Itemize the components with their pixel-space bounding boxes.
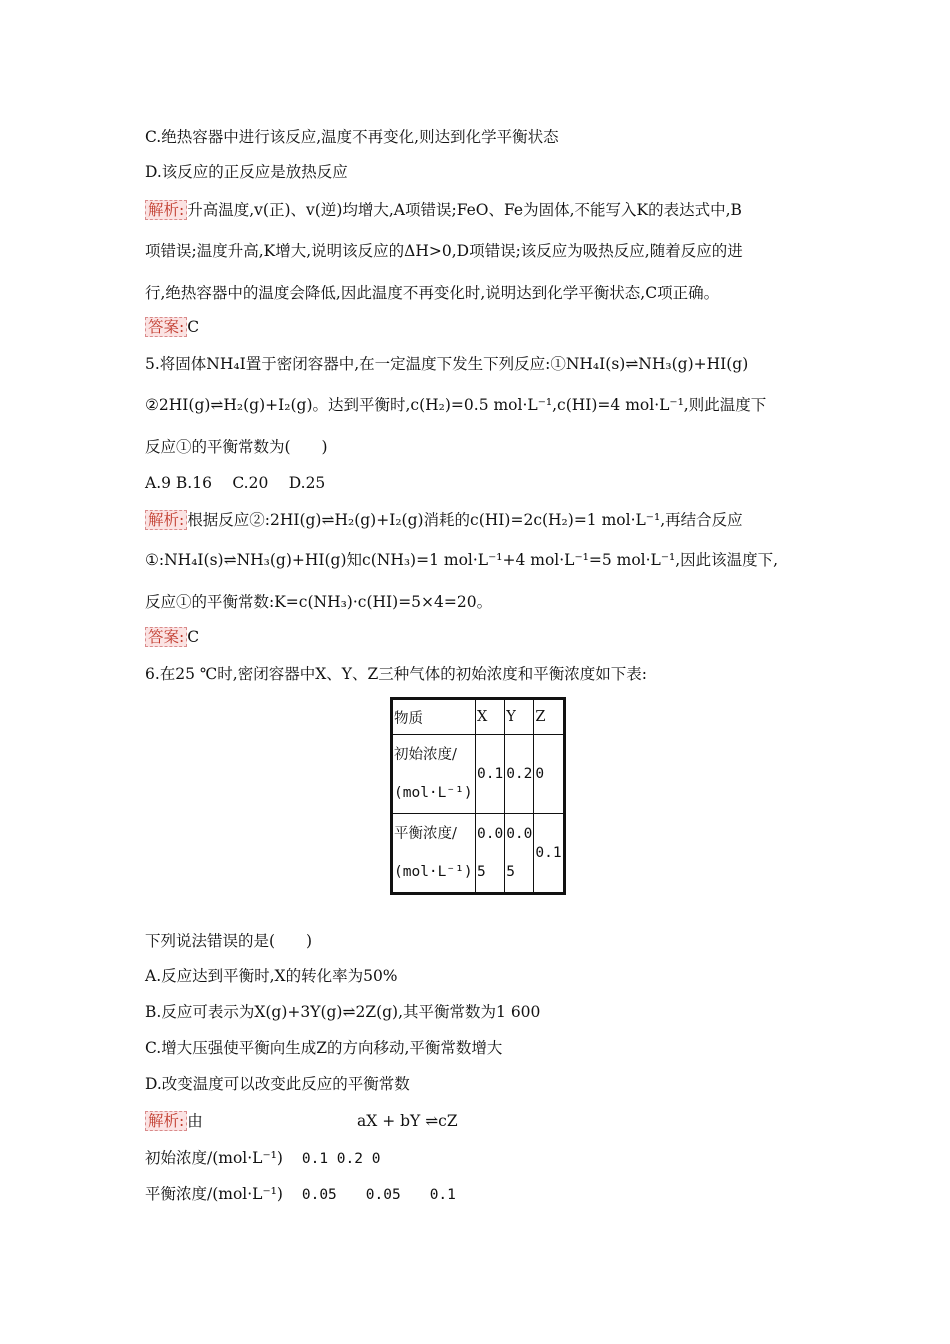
q4-answer: C bbox=[187, 318, 200, 336]
table-header-row bbox=[392, 699, 565, 735]
analysis-label: 解析: bbox=[145, 510, 187, 530]
concentration-table bbox=[390, 697, 566, 895]
table-header-cell: Z bbox=[534, 699, 564, 735]
q4-analysis-text-1: 升高温度,v(正)、v(逆)均增大,A项错误;FeO、Fe为固体,不能写入K的表达式中,B bbox=[187, 201, 742, 219]
reaction-equation: aX + bY ⇌cZ bbox=[357, 1112, 458, 1130]
table-row-label: 初始浓度/ (mol·L⁻¹) bbox=[392, 735, 476, 814]
table-cell: 0 bbox=[534, 735, 564, 814]
q5-answer-line bbox=[145, 627, 199, 647]
q5-analysis-text-1: 根据反应②:2HI(g)⇌H₂(g)+I₂(g)消耗的c(HI)=2c(H₂)=1 mol·L⁻¹,再结合反应 bbox=[187, 511, 743, 529]
equilibrium-label: 平衡浓度/(mol·L⁻¹) bbox=[145, 1185, 283, 1203]
q4-analysis-line-1 bbox=[145, 200, 742, 220]
q6-option-a: A.反应达到平衡时,X的转化率为50% bbox=[145, 967, 398, 985]
q4-analysis-line-3: 行,绝热容器中的温度会降低,因此温度不再变化时,说明达到化学平衡状态,C项正确。 bbox=[145, 284, 720, 302]
q6-equilibrium-row bbox=[145, 1184, 456, 1205]
q6-analysis-line bbox=[145, 1111, 203, 1131]
table-cell: 0.2 bbox=[505, 735, 534, 814]
q6-option-b: B.反应可表示为X(g)+3Y(g)⇌2Z(g),其平衡常数为1 600 bbox=[145, 1003, 541, 1021]
answer-label: 答案: bbox=[145, 627, 187, 647]
q4-option-d: D.该反应的正反应是放热反应 bbox=[145, 163, 348, 181]
q5-answer: C bbox=[187, 628, 200, 646]
table-cell: 0.0 5 bbox=[505, 814, 534, 894]
q5-analysis-line-2: ①:NH₄I(s)⇌NH₃(g)+HI(g)知c(NH₃)=1 mol·L⁻¹+4 mol·L⁻¹=5 mol·L⁻¹,因此该温度下, bbox=[145, 551, 779, 569]
q5-analysis-line-1 bbox=[145, 510, 743, 530]
q5-options: A.9 B.16 C.20 D.25 bbox=[145, 474, 326, 492]
table-cell: 0.1 bbox=[476, 735, 505, 814]
q4-answer-line bbox=[145, 317, 199, 337]
q6-question: 下列说法错误的是( ) bbox=[145, 932, 313, 950]
equilibrium-values: 0.05 0.05 0.1 bbox=[301, 1187, 456, 1203]
q4-analysis-line-2: 项错误;温度升高,K增大,说明该反应的ΔH>0,D项错误;该反应为吸热反应,随着反应的进 bbox=[145, 242, 743, 260]
q6-option-d: D.改变温度可以改变此反应的平衡常数 bbox=[145, 1075, 410, 1093]
q5-stem-3: 反应①的平衡常数为( ) bbox=[145, 438, 328, 456]
q6-analysis-lead: 由 bbox=[187, 1112, 203, 1130]
q6-initial-row bbox=[145, 1148, 380, 1169]
q6-stem: 6.在25 ℃时,密闭容器中X、Y、Z三种气体的初始浓度和平衡浓度如下表: bbox=[145, 665, 647, 683]
table-cell: 0.1 bbox=[534, 814, 564, 894]
q6-option-c: C.增大压强使平衡向生成Z的方向移动,平衡常数增大 bbox=[145, 1039, 503, 1057]
initial-values: 0.1 0.2 0 bbox=[301, 1151, 381, 1167]
q5-analysis-line-3: 反应①的平衡常数:K=c(NH₃)·c(HI)=5×4=20。 bbox=[145, 593, 493, 611]
q5-stem-2: ②2HI(g)⇌H₂(g)+I₂(g)。达到平衡时,c(H₂)=0.5 mol·L⁻¹,c(HI)=4 mol·L⁻¹,则此温度下 bbox=[145, 396, 767, 414]
analysis-label: 解析: bbox=[145, 1111, 187, 1131]
initial-label: 初始浓度/(mol·L⁻¹) bbox=[145, 1149, 283, 1167]
q4-option-c: C.绝热容器中进行该反应,温度不再变化,则达到化学平衡状态 bbox=[145, 128, 559, 146]
table-row-initial bbox=[392, 735, 565, 814]
table-row-label: 平衡浓度/ (mol·L⁻¹) bbox=[392, 814, 476, 894]
analysis-label: 解析: bbox=[145, 200, 187, 220]
table-header-cell: 物质 bbox=[392, 699, 476, 735]
q5-stem-1: 5.将固体NH₄I置于密闭容器中,在一定温度下发生下列反应:①NH₄I(s)⇌NH₃(g)+HI(g) bbox=[145, 355, 749, 373]
table-header-cell: X bbox=[476, 699, 505, 735]
table-cell: 0.0 5 bbox=[476, 814, 505, 894]
table-row-equilibrium bbox=[392, 814, 565, 894]
answer-label: 答案: bbox=[145, 317, 187, 337]
table-header-cell: Y bbox=[505, 699, 534, 735]
